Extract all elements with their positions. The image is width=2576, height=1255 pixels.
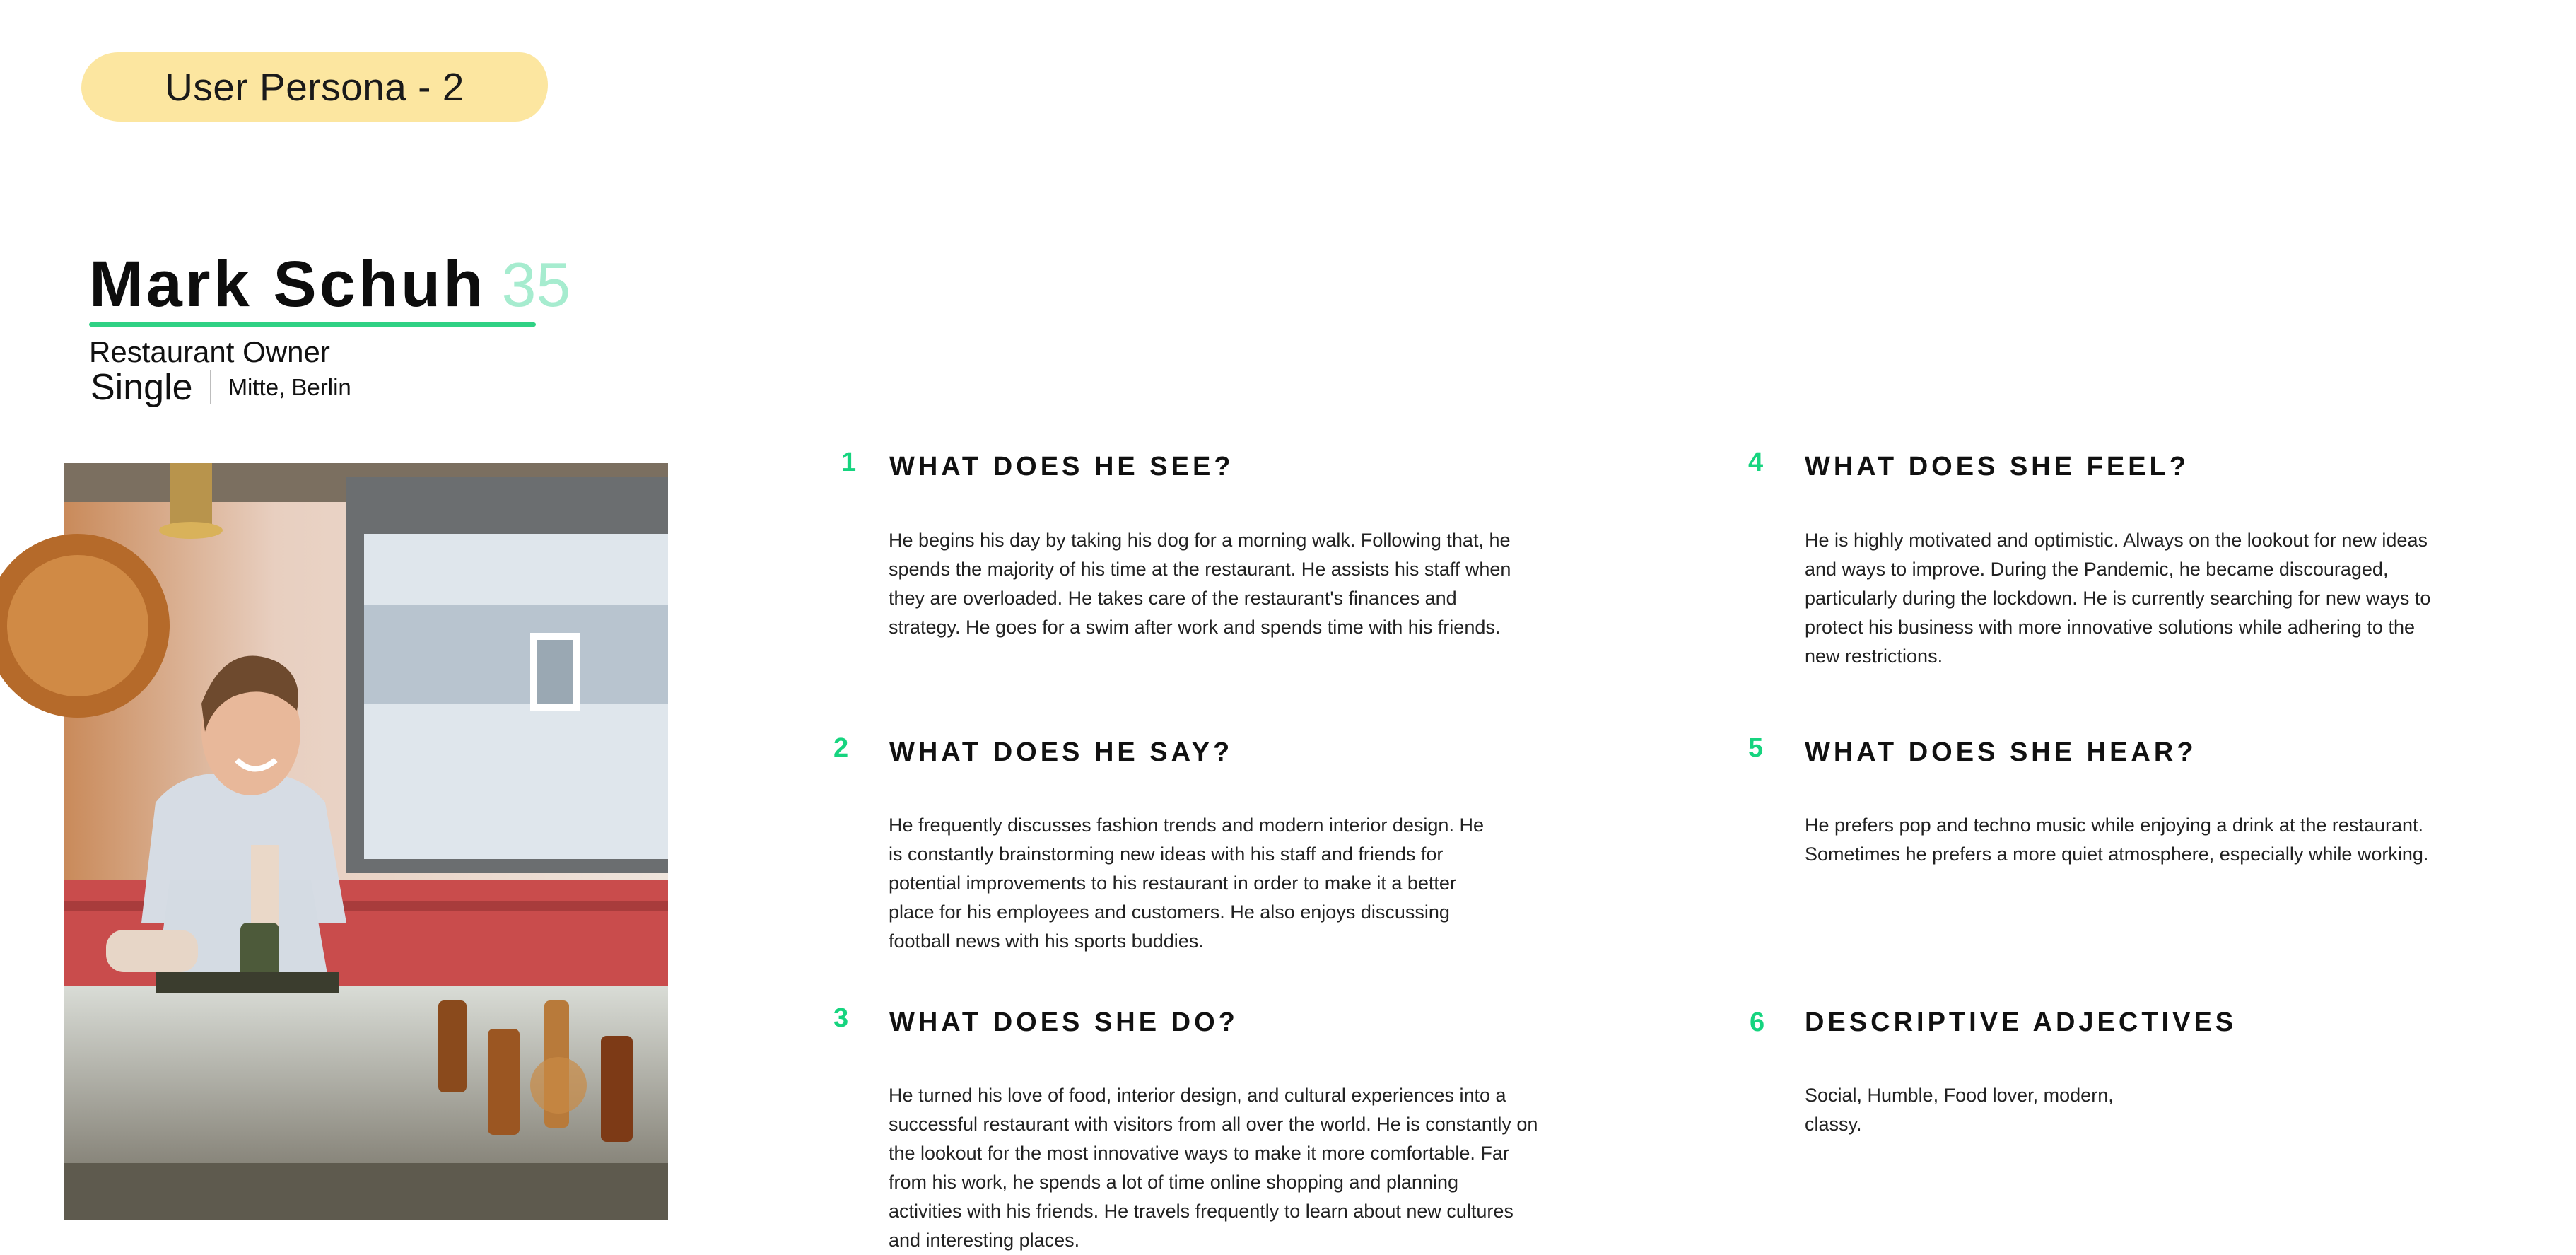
section-number: 3 [833,1003,849,1033]
section-body [889,811,1624,956]
section-body [889,526,1624,642]
body-line: potential improvements to his restaurant in order to make it a better [889,872,1456,894]
body-line: Social, Humble, Food lover, modern, [1805,1085,2114,1106]
body-line: new restrictions. [1805,646,1943,667]
body-line: activities with his friends. He travels frequently to learn about new cultures [889,1201,1514,1222]
section-number: 5 [1748,733,1764,763]
body-line: place for his employees and customers. He also enjoys discussing [889,901,1450,923]
body-line: and interesting places. [889,1230,1080,1251]
body-line: classy. [1805,1114,1862,1135]
body-line: particularly during the lockdown. He is currently searching for new ways to [1805,588,2431,609]
body-line: from his work, he spends a lot of time online shopping and planning [889,1172,1458,1193]
section-number: 2 [833,733,849,763]
body-line: the lookout for the most innovative ways to make it more comfortable. Far [889,1143,1509,1164]
body-line: He prefers pop and techno music while enjoying a drink at the restaurant. [1805,815,2423,836]
section-title: WHAT DOES SHE DO? [889,1008,1239,1037]
body-line: He frequently discusses fashion trends and modern interior design. He [889,815,1484,836]
body-line: Sometimes he prefers a more quiet atmosphere, especially while working. [1805,844,2429,865]
section-title: WHAT DOES HE SEE? [889,452,1234,481]
body-line: and ways to improve. During the Pandemic, he became discouraged, [1805,559,2389,580]
body-line: He is highly motivated and optimistic. Always on the lookout for new ideas [1805,530,2428,551]
section-number: 6 [1750,1008,1765,1037]
body-line: strategy. He goes for a swim after work and spends time with his friends. [889,617,1501,638]
page-title-badge [81,52,548,122]
body-line: they are overloaded. He takes care of the restaurant's finances and [889,588,1457,609]
body-line: football news with his sports buddies. [889,930,1204,952]
section-number: 1 [841,448,857,477]
section-title: DESCRIPTIVE ADJECTIVES [1805,1008,2237,1037]
page-title: User Persona - 2 [165,65,464,109]
section-body [1805,811,2561,869]
persona-location: Mitte, Berlin [228,374,351,400]
persona-role: Restaurant Owner [89,335,330,368]
persona-age: 35 [501,250,571,320]
section-body [1805,526,2554,671]
name-underline [89,322,536,327]
persona-name-row [89,247,570,322]
section-number: 4 [1748,448,1764,477]
body-line: He turned his love of food, interior design, and cultural experiences into a [889,1085,1506,1106]
section-title: WHAT DOES SHE FEEL? [1805,452,2189,481]
body-line: protect his business with more innovative solutions while adhering to the [1805,617,2415,638]
persona-photo-illustration [64,463,668,1220]
persona-name: Mark Schuh [89,248,486,320]
status-divider [210,370,211,404]
body-line: He begins his day by taking his dog for a morning walk. Following that, he [889,530,1511,551]
persona-photo [64,463,668,1220]
section-body [889,1081,1652,1255]
body-line: is constantly brainstorming new ideas with his staff and friends for [889,844,1444,865]
section-title: WHAT DOES SHE HEAR? [1805,737,2197,767]
section-title: WHAT DOES HE SAY? [889,737,1234,767]
section-body [1805,1081,2512,1139]
body-line: spends the majority of his time at the restaurant. He assists his staff when [889,559,1511,580]
persona-status-row [90,366,351,409]
persona-status: Single [90,367,193,408]
body-line: successful restaurant with visitors from all over the world. He is constantly on [889,1114,1538,1135]
